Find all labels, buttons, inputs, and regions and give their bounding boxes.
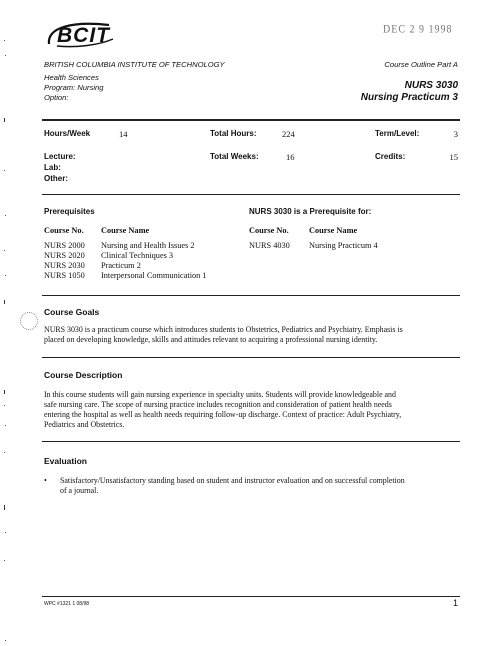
form-code: WPC #1321 1 08/98 <box>44 601 90 607</box>
prerequisite-for-heading: NURS 3030 is a Prerequisite for: <box>249 207 372 216</box>
course-title: Nursing Practicum 3 <box>360 92 458 103</box>
total-weeks-value: 16 <box>286 152 295 162</box>
margin-mark-3 <box>4 390 5 394</box>
evaluation-heading: Evaluation <box>44 456 87 466</box>
margin-mark-4 <box>4 505 5 510</box>
outline-label: Course Outline Part A <box>384 60 458 69</box>
evaluation-bullet: • <box>44 476 47 485</box>
goals-line-2: placed on developing knowledge, skills and attitudes relevant to acquiring a professional nursing identity. <box>44 335 378 344</box>
goals-line-1: NURS 3030 is a practicum course which introduces students to Obstetrics, Pediatrics and Psychiatry. Emphasis is <box>44 325 403 334</box>
margin-mark-2 <box>4 300 5 304</box>
institute-name: BRITISH COLUMBIA INSTITUTE OF TECHNOLOGY <box>44 60 225 69</box>
option: Option: <box>44 93 69 102</box>
date-stamp: DEC 2 9 1998 <box>383 23 453 36</box>
prereq-col-name: Course Name <box>101 226 150 235</box>
margin-smudge <box>20 312 38 330</box>
prereq-no-3: NURS 2030 <box>44 261 85 270</box>
evaluation-line-2: of a journal. <box>60 486 99 495</box>
info-rule <box>42 194 460 195</box>
prereq-no-2: NURS 2020 <box>44 251 85 260</box>
prereq-for-col-name: Course Name <box>309 226 358 235</box>
hours-week-label: Hours/Week <box>44 129 91 138</box>
credits-label: Credits: <box>375 152 406 161</box>
other-label: Other: <box>44 174 68 183</box>
page-number: 1 <box>452 598 458 608</box>
description-line-2: safe nursing care. The scope of nursing practice includes recognition and consideration of patient health needs <box>44 400 392 409</box>
program: Program: Nursing <box>44 83 104 92</box>
prerequisites-heading: Prerequisites <box>44 207 95 216</box>
margin-mark-1 <box>4 118 5 122</box>
prereq-col-no: Course No. <box>44 226 84 235</box>
total-hours-label: Total Hours: <box>210 129 257 138</box>
term-level-label: Term/Level: <box>375 129 420 138</box>
evaluation-line-1: Satisfactory/Unsatisfactory standing based on student and instructor evaluation and on successful completion <box>60 476 405 485</box>
department: Health Sciences <box>44 73 99 82</box>
hours-week-value: 14 <box>119 129 128 139</box>
term-level-value: 3 <box>453 129 458 139</box>
course-code: NURS 3030 <box>404 80 458 91</box>
prereq-for-no-1: NURS 4030 <box>249 241 290 250</box>
prereq-name-1: Nursing and Health Issues 2 <box>101 241 195 250</box>
description-line-1: In this course students will gain nursing experience in specialty units. Students will provide knowledgeable and <box>44 390 396 399</box>
prereq-no-4: NURS 1050 <box>44 271 85 280</box>
bcit-logo <box>43 17 117 51</box>
description-heading: Course Description <box>44 370 123 380</box>
prereq-name-3: Practicum 2 <box>101 261 141 270</box>
prereq-for-name-1: Nursing Practicum 4 <box>309 241 378 250</box>
goals-heading: Course Goals <box>44 307 100 317</box>
lab-label: Lab: <box>44 163 61 172</box>
total-hours-value: 224 <box>282 129 295 139</box>
total-weeks-label: Total Weeks: <box>210 152 259 161</box>
credits-value: 15 <box>449 152 458 162</box>
footer-rule <box>42 596 460 597</box>
prereq-name-4: Interpersonal Communication 1 <box>101 271 207 280</box>
prereq-name-2: Clinical Techniques 3 <box>101 251 174 260</box>
prereq-for-col-no: Course No. <box>249 226 289 235</box>
goals-rule <box>42 357 460 358</box>
description-rule <box>42 441 460 442</box>
description-line-4: Pediatrics and Obstetrics. <box>44 420 125 429</box>
description-line-3: entering the hospital as well as health needs requiring follow-up discharge. Context of practice: Adult Psychiatry, <box>44 410 402 419</box>
prereq-rule <box>42 295 460 296</box>
header-rule <box>42 119 460 121</box>
bcit-logo-text: BCIT <box>57 24 110 47</box>
lecture-label: Lecture: <box>44 152 76 161</box>
prereq-no-1: NURS 2000 <box>44 241 85 250</box>
